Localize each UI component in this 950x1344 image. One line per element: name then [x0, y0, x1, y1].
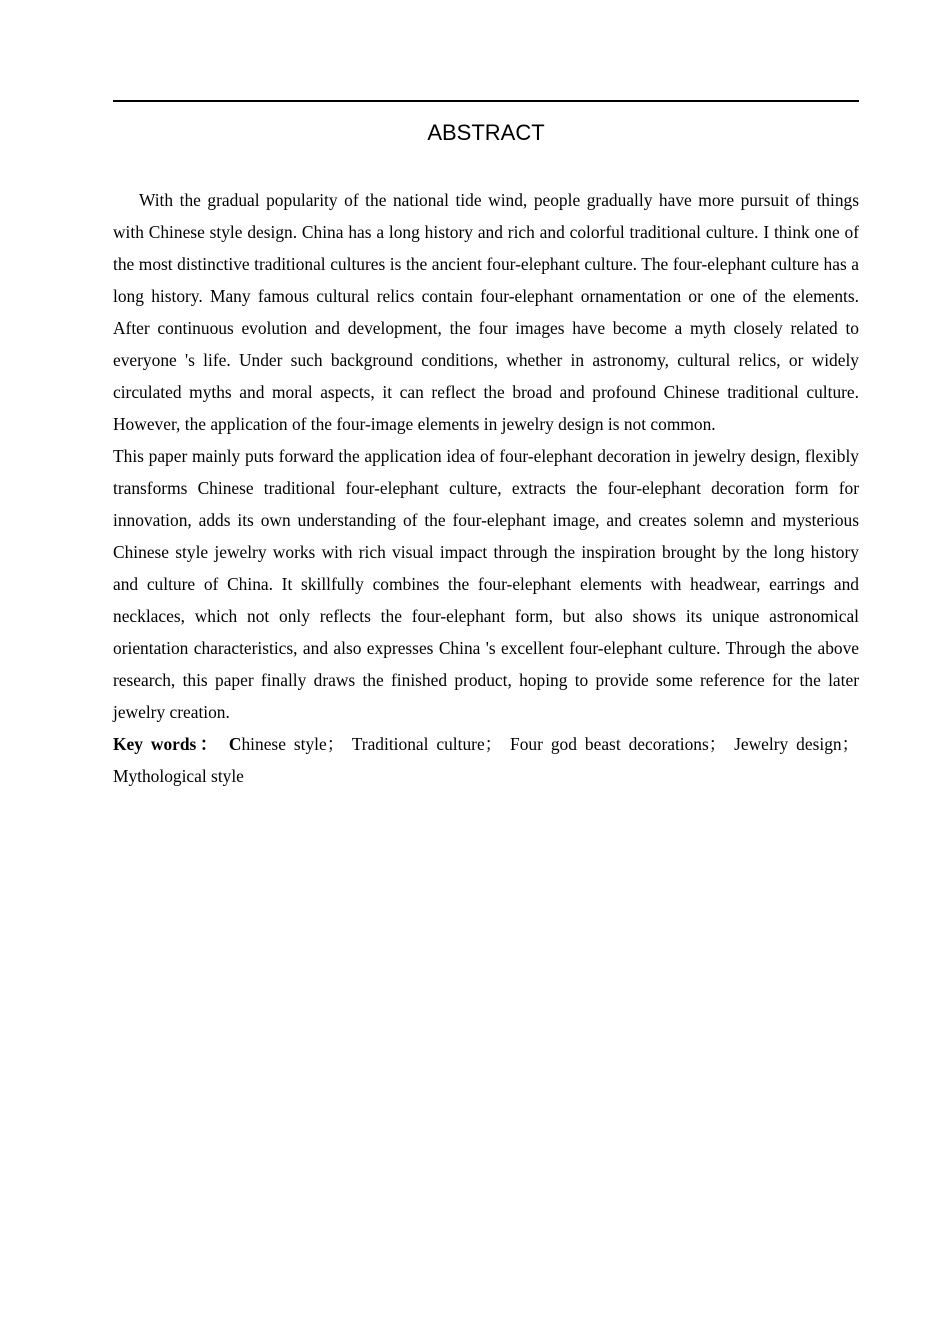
- keyword-first-letter: C: [228, 734, 242, 754]
- abstract-paragraph-1: With the gradual popularity of the national tide wind, people gradually have more pursuit of things with Chinese style design. China has a long history and rich and colorful traditional culture. I think one of the most distinctive traditional cultures is the ancient four-elephant culture. The four-elephant culture has a long history. Many famous cultural relics contain four-elephant ornamentation or one of the elements. After continuous evolution and development, the four images have become a myth closely related to everyone 's life. Under such background conditions, whether in astronomy, cultural relics, or widely circulated myths and moral aspects, it can reflect the broad and profound Chinese traditional culture. However, the application of the four-image elements in jewelry design is not common.: [113, 190, 859, 434]
- keyword-jewelry-design: Jewelry design；: [734, 734, 859, 754]
- header-rule: [113, 100, 859, 102]
- abstract-body: [113, 184, 859, 792]
- keywords-label: Key words：: [113, 734, 221, 754]
- keyword-traditional-culture: Traditional culture；: [351, 734, 503, 754]
- abstract-heading: ABSTRACT: [427, 120, 545, 145]
- keyword-chinese-style: hinese style；: [241, 734, 345, 754]
- keywords-line: [113, 728, 859, 792]
- abstract-page: [113, 100, 859, 792]
- keyword-mythological-style: Mythological style: [113, 766, 244, 786]
- abstract-paragraph-2: This paper mainly puts forward the application idea of four-elephant decoration in jewelry design, flexibly transforms Chinese traditional four-elephant culture, extracts the four-elephant decoration form for innovation, adds its own understanding of the four-elephant image, and creates solemn and mysterious Chinese style jewelry works with rich visual impact through the inspiration brought by the long history and culture of China. It skillfully combines the four-elephant elements with headwear, earrings and necklaces, which not only reflects the four-elephant form, but also shows its unique astronomical orientation characteristics, and also expresses China 's excellent four-elephant culture. Through the above research, this paper finally draws the finished product, hoping to provide some reference for the later jewelry creation.: [113, 446, 859, 722]
- keyword-four-god-beast: Four god beast decorations；: [510, 734, 727, 754]
